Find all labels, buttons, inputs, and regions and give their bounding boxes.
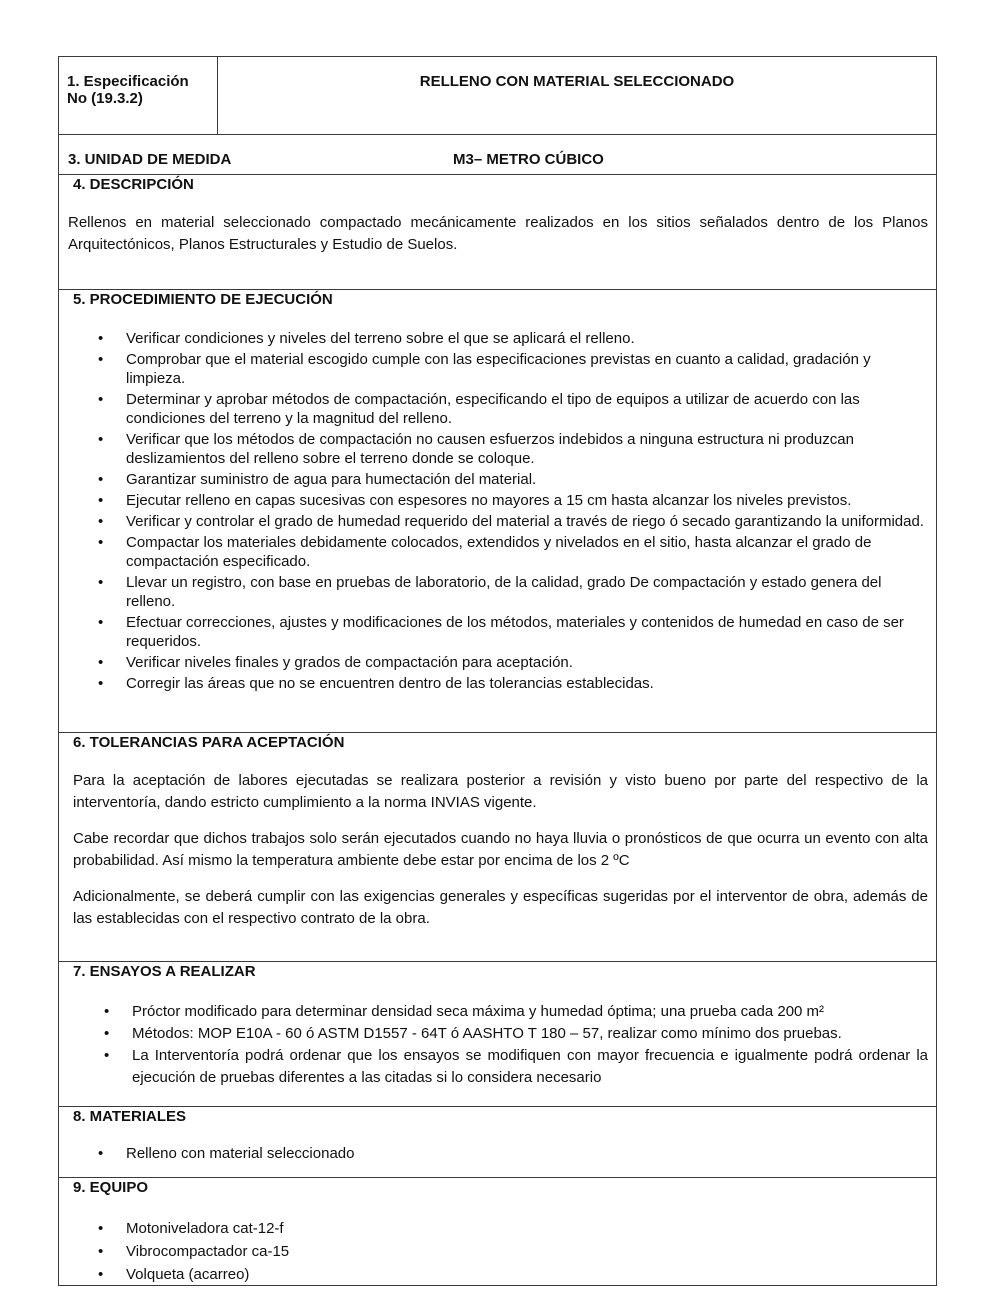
list-item: • Próctor modificado para determinar densidad seca máxima y humedad óptima; una prueba cada 200 m² (132, 1001, 928, 1023)
tolerances-paragraph: Para la aceptación de labores ejecutadas se realizara posterior a revisión y visto bueno por parte del respectivo de la interventoría, dando estricto cumplimiento a la norma INVIAS vigente. (73, 772, 928, 811)
list-item: • Verificar condiciones y niveles del terreno sobre el que se aplicará el relleno. (126, 329, 928, 348)
list-item: • Motoniveladora cat-12-f (126, 1217, 928, 1240)
tolerances-paragraph: Adicionalmente, se deberá cumplir con las exigencias generales y específicas sugeridas por el interventor de obra, además de las establecidas con el respectivo contrato de la obra. (73, 888, 928, 927)
tests-list (73, 1001, 928, 1089)
equipment-section (59, 1178, 936, 1285)
materials-list (73, 1144, 928, 1163)
materials-title: 8. MATERIALES (73, 1108, 187, 1125)
tests-section (59, 962, 936, 1107)
equipment-title: 9. EQUIPO (73, 1179, 149, 1196)
list-item: • Verificar niveles finales y grados de compactación para aceptación. (126, 653, 928, 672)
list-item: • Verificar y controlar el grado de humedad requerido del material a través de riego ó secado garantizando la uniformidad. (126, 512, 928, 531)
list-item: • Métodos: MOP E10A - 60 ó ASTM D1557 - 64T ó AASHTO T 180 – 57, realizar como mínimo dos pruebas. (132, 1023, 928, 1045)
spec-title: RELLENO CON MATERIAL SELECCIONADO (419, 73, 735, 90)
tolerances-section (59, 733, 936, 962)
list-item: • Llevar un registro, con base en pruebas de laboratorio, de la calidad, grado De compactación y estado genera del relleno. (126, 573, 928, 611)
list-item: • Vibrocompactador ca-15 (126, 1240, 928, 1263)
list-item: • Ejecutar relleno en capas sucesivas con espesores no mayores a 15 cm hasta alcanzar los niveles previstos. (126, 491, 928, 510)
list-item: • Garantizar suministro de agua para humectación del material. (126, 470, 928, 489)
unit-row (59, 135, 936, 175)
procedure-list (73, 329, 928, 693)
list-item: • Comprobar que el material escogido cumple con las especificaciones previstas en cuanto a calidad, gradación y limpieza. (126, 350, 928, 388)
spec-label: 1. Especificación (67, 73, 189, 90)
tests-title: 7. ENSAYOS A REALIZAR (73, 963, 256, 980)
description-title: 4. DESCRIPCIÓN (73, 176, 194, 193)
unit-label: 3. UNIDAD DE MEDIDA (68, 151, 232, 168)
procedure-section (59, 290, 936, 733)
header-row (59, 57, 936, 135)
description-text: Rellenos en material seleccionado compactado mecánicamente realizados en los sitios señalados dentro de los Planos Arquitectónicos, Planos Estructurales y Estudio de Suelos. (68, 214, 928, 253)
tolerances-title: 6. TOLERANCIAS PARA ACEPTACIÓN (73, 734, 345, 751)
list-item: • Determinar y aprobar métodos de compactación, especificando el tipo de equipos a utilizar de acuerdo con las condiciones del terreno y la magnitud del relleno. (126, 390, 928, 428)
unit-value: M3– METRO CÚBICO (453, 151, 604, 168)
procedure-title: 5. PROCEDIMIENTO DE EJECUCIÓN (73, 291, 333, 308)
list-item: • Efectuar correcciones, ajustes y modificaciones de los métodos, materiales y contenidos de humedad en caso de ser requeridos. (126, 613, 928, 651)
list-item: • Verificar que los métodos de compactación no causen esfuerzos indebidos a ninguna estructura ni produzcan deslizamientos del relleno sobre el terreno donde se coloque. (126, 430, 928, 468)
materials-section (59, 1107, 936, 1178)
list-item: • Compactar los materiales debidamente colocados, extendidos y nivelados en el sitio, hasta alcanzar el grado de compactación especificado. (126, 533, 928, 571)
tolerances-paragraph: Cabe recordar que dichos trabajos solo serán ejecutados cuando no haya lluvia o pronósticos de que ocurra un evento con alta probabilidad. Así mismo la temperatura ambiente debe estar por encima de los 2 ºC (73, 830, 928, 869)
spec-number-cell (59, 57, 218, 134)
list-item: • Corregir las áreas que no se encuentren dentro de las tolerancias establecidas. (126, 674, 928, 693)
specification-sheet (58, 56, 937, 1286)
spec-number: No (19.3.2) (67, 90, 143, 107)
description-section (59, 175, 936, 290)
list-item: • La Interventoría podrá ordenar que los ensayos se modifiquen con mayor frecuencia e igualmente podrá ordenar la ejecución de pruebas diferentes a las citadas si lo considera necesario (132, 1045, 928, 1089)
equipment-list (73, 1217, 928, 1286)
list-item: • Relleno con material seleccionado (126, 1144, 928, 1163)
list-item: • Volqueta (acarreo) (126, 1263, 928, 1286)
